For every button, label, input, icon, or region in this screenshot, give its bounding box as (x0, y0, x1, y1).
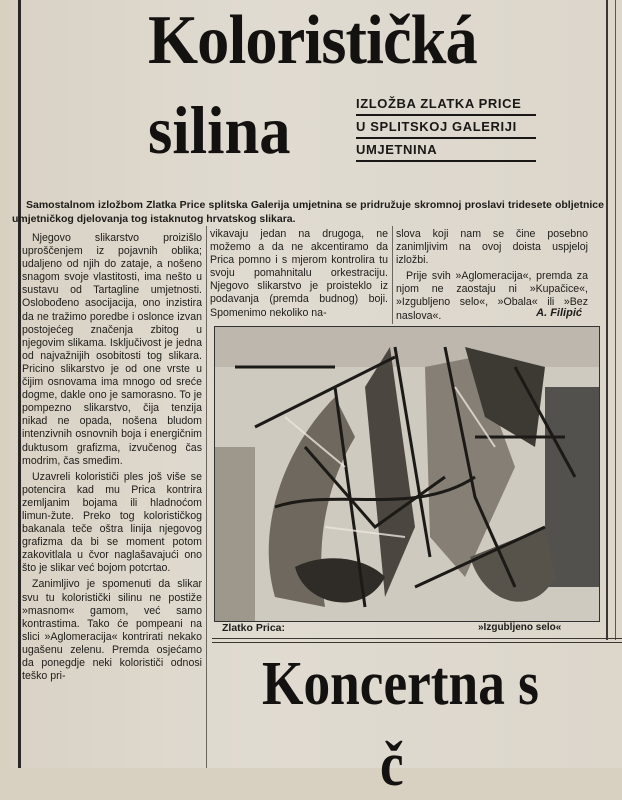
headline-line-2: silina (148, 92, 291, 168)
article-column-2 (210, 228, 388, 324)
subheadline-line-3: UMJETNINA (356, 140, 536, 162)
right-border-rule (606, 0, 608, 640)
article-column-1 (22, 232, 202, 768)
next-headline-line-1: Koncertna s (262, 650, 539, 718)
section-divider (212, 638, 622, 639)
subheadline (356, 94, 536, 163)
column-divider (392, 226, 393, 324)
column-1-paragraph: Njegovo slikarstvo proizišlo uproščenjem iz pojavnih oblika; udaljeno od njih do zataje, a nošeno snagom svoje vlastitosti, ima nešto u sustavu od Tartagline umjetnosti. Oslobođeno asocijacija, ono inzistira da ne tražimo poredbe i osloncе izvan postojećeg značenja zbitog u njegovim slikama. Isključivost je jedna od najvažnijih osobitosti tog slikara. Pricino slikarstvo je od one vrste u čijim osnovama ima mnogo od sreće dogme, dakle ono je samorasno. To je pompezno slikarstvo, čija tenzija nikad ne opada, nošena bludom intenzivnih osnovnih boja i energičnim duktusom grafizma, izvučenog čas modrim, čas smeđim. (22, 232, 202, 467)
headline-line-1: Kolorističká (148, 2, 477, 79)
column-divider (206, 226, 207, 768)
painting-photo (214, 326, 600, 622)
column-1-paragraph: Zanimljivo je spomenuti da slikar svu tu koloristički silinu ne postiže »masnom« gamom, već samo kontrastima. Tako će pompeani na slici »Aglomeracija« kontrirati nekako ugašenu zelenu. Premda osjećamo da ponegdje neki kolorističi odnosi teško pri- (22, 578, 202, 683)
subheadline-line-1: IZLOŽBA ZLATKA PRICE (356, 94, 536, 116)
right-border-rule-outer (615, 0, 616, 640)
subheadline-line-2: U SPLITSKOJ GALERIJI (356, 117, 536, 139)
left-border-rule (18, 0, 21, 768)
column-1-paragraph: Uzavreli kolorističi ples još više se potencira kad mu Prica kontrira zemljanim bojama ili hladnoćom limun-žute. Preko tog kolorističkog bakanala teče oštra linija njegovog grafizma da bi se moment potom zakovitlala u čvor naglašavajući ono što je slikar već bojom potcrtao. (22, 470, 202, 575)
column-3-paragraph: Prije svih »Aglomeracija«, premda za njom ne zaostaju ni »Kupačice«, »Izgubljeno selo«, »Obala« ili »Bez naslova«. (396, 270, 588, 320)
caption-artist: Zlatko Prica: (222, 622, 286, 634)
next-headline-line-2: č (380, 731, 404, 799)
author-signature: A. Filipić (536, 307, 582, 319)
section-divider (212, 642, 622, 643)
caption-title: »Izgubljeno selo« (478, 622, 562, 633)
article-lead: Samostalnom izložbom Zlatka Price splitska Galerija umjetnina se pridružuje skromnoj proslavi tridesete obljetnice umjetničkog djelovanja tog istaknutog hrvatskog slikara. (12, 199, 604, 225)
abstract-painting-image (215, 327, 599, 621)
column-3-paragraph: slova koji nam se čine posebno zanimljivim na ovoj doista uspjeloj izložbi. (396, 228, 588, 267)
column-2-paragraph: vikavaju jedan na drugoga, ne možemo a da ne akcentiramo da Prica pomno i s mjerom kontrolira tu svoju pomahnitalu orkestraciju. Njegovo slikarstvo je proisteklo iz podavanja (premda budnog) boji. Spomenimo nekoliko na- (210, 228, 388, 319)
